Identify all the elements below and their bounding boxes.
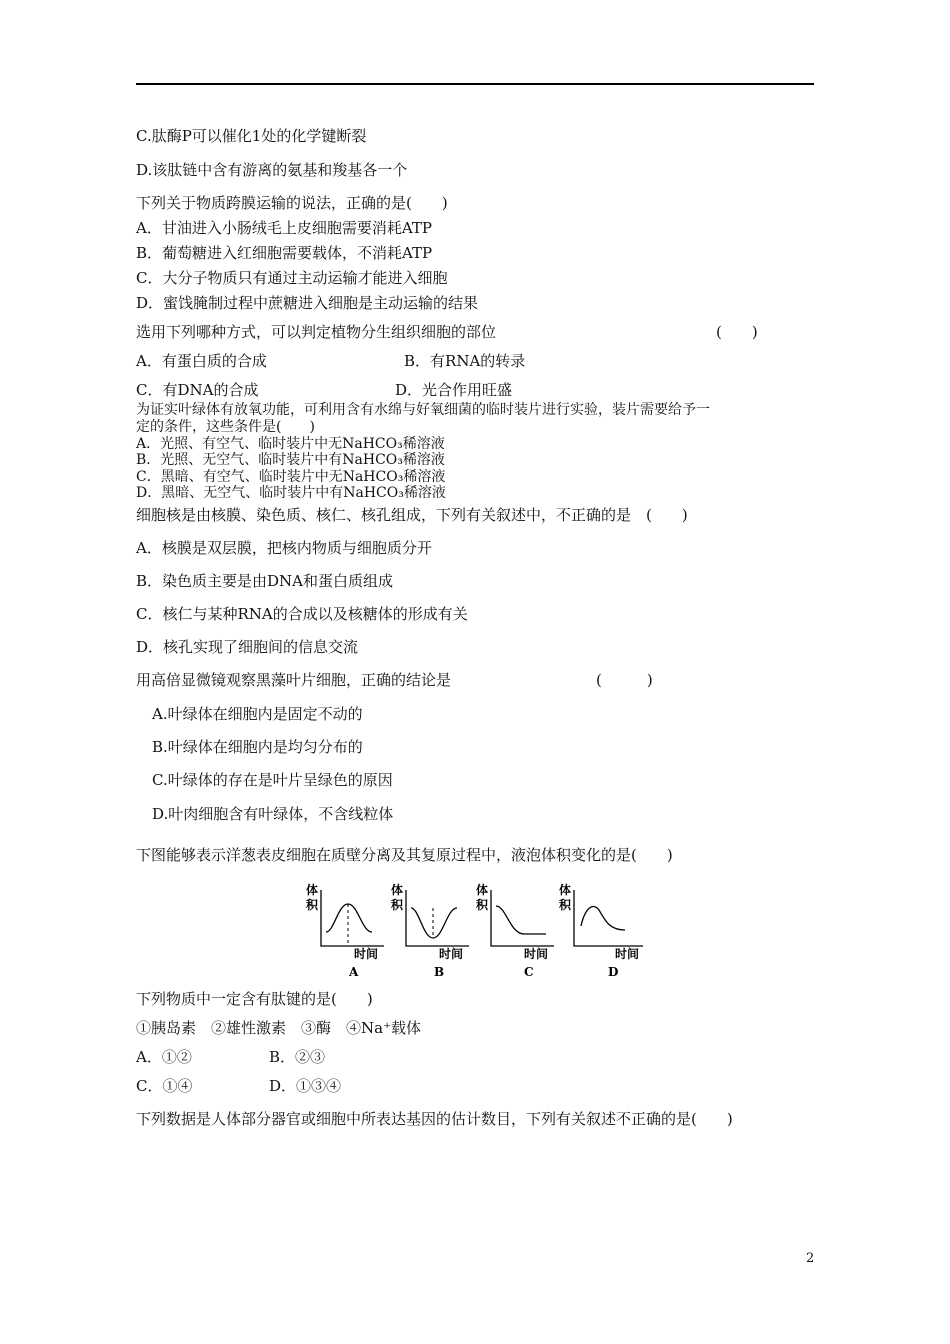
answer-parentheses: ( ) — [596, 671, 653, 689]
x-label: 时间 — [354, 947, 379, 961]
graph-c — [466, 880, 554, 980]
option-label-a: A — [349, 965, 359, 979]
option-a: A．甘油进入小肠绒毛上皮细胞需要消耗ATP — [136, 219, 432, 237]
option-c: C．①④ — [136, 1077, 193, 1095]
x-label: 时间 — [439, 947, 464, 961]
graph-a — [296, 880, 384, 980]
y-label-bottom: 积 — [476, 898, 489, 912]
y-label-top: 体 — [391, 883, 404, 897]
option-c: C．大分子物质只有通过主动运输才能进入细胞 — [136, 269, 448, 287]
option-label-d: D — [608, 965, 619, 979]
question-nucleus: 细胞核是由核膜、染色质、核仁、核孔组成，下列有关叙述中，不正确的是 ( ) — [136, 506, 688, 524]
header-rule — [136, 83, 814, 85]
y-label-bottom: 积 — [559, 898, 572, 912]
y-label-bottom: 积 — [306, 898, 319, 912]
option-a: A．核膜是双层膜，把核内物质与细胞质分开 — [136, 539, 432, 557]
y-label-top: 体 — [306, 883, 319, 897]
option-b: B．染色质主要是由DNA和蛋白质组成 — [136, 572, 394, 590]
option-c: C．黑暗、有空气、临时装片中无NaHCO₃稀溶液 — [136, 469, 446, 485]
option-d: D．①③④ — [269, 1077, 342, 1095]
question-peptide-bond: 下列物质中一定含有肽键的是( ) — [136, 990, 373, 1008]
page-number: 2 — [806, 1251, 815, 1266]
x-label: 时间 — [615, 947, 640, 961]
option-d: D.叶肉细胞含有叶绿体，不含线粒体 — [152, 805, 394, 823]
option-d-prev: D.该肽链中含有游离的氨基和羧基各一个 — [136, 161, 408, 179]
axes — [574, 890, 643, 946]
question-chloroplast-oxygen-cont: 定的条件，这些条件是( ) — [136, 419, 315, 435]
axes — [491, 890, 554, 946]
question-meristem: 选用下列哪种方式，可以判定植物分生组织细胞的部位 — [136, 323, 497, 341]
question-chloroplast-oxygen: 为证实叶绿体有放氧功能，可利用含有水绵与好氧细菌的临时装片进行实验，装片需要给予一 — [136, 402, 710, 418]
option-b: B．葡萄糖进入红细胞需要载体，不消耗ATP — [136, 244, 433, 262]
option-d: D．光合作用旺盛 — [395, 381, 513, 399]
option-a: A．有蛋白质的合成 — [136, 352, 267, 370]
x-label: 时间 — [524, 947, 549, 961]
option-c: C．核仁与某种RNA的合成以及核糖体的形成有关 — [136, 605, 468, 623]
option-label-c: C — [524, 965, 534, 979]
option-a: A．①② — [136, 1048, 192, 1066]
curve-rise-fall — [581, 907, 625, 930]
axes — [321, 890, 384, 946]
substance-list: ①胰岛素 ②雄性激素 ③酶 ④Na⁺载体 — [136, 1019, 421, 1037]
question-membrane-transport: 下列关于物质跨膜运输的说法，正确的是( ) — [136, 194, 448, 212]
question-vacuole-volume: 下图能够表示洋葱表皮细胞在质壁分离及其复原过程中，液泡体积变化的是( ) — [136, 846, 673, 864]
y-label-bottom: 积 — [391, 898, 404, 912]
y-label-top: 体 — [559, 883, 572, 897]
question-gene-expression: 下列数据是人体部分器官或细胞中所表达基因的估计数目，下列有关叙述不正确的是( ) — [136, 1110, 733, 1128]
curve-trough — [411, 908, 457, 938]
option-c: C.叶绿体的存在是叶片呈绿色的原因 — [152, 771, 393, 789]
answer-parentheses: ( ) — [716, 323, 758, 341]
option-a: A.叶绿体在细胞内是固定不动的 — [152, 705, 363, 723]
option-b: B.叶绿体在细胞内是均匀分布的 — [152, 738, 363, 756]
curve-peak — [326, 904, 372, 932]
option-c-prev: C.肽酶P可以催化1处的化学键断裂 — [136, 127, 367, 145]
option-c: C．有DNA的合成 — [136, 381, 259, 399]
option-d: D．黑暗、无空气、临时装片中有NaHCO₃稀溶液 — [136, 485, 446, 501]
option-b: B．光照、无空气、临时装片中有NaHCO₃稀溶液 — [136, 452, 445, 468]
option-b: B．有RNA的转录 — [404, 352, 526, 370]
question-microscope: 用高倍显微镜观察黑藻叶片细胞，正确的结论是 — [136, 671, 452, 689]
option-a: A．光照、有空气、临时装片中无NaHCO₃稀溶液 — [136, 436, 445, 452]
curve-decline — [496, 906, 546, 934]
graph-b — [381, 880, 469, 980]
option-d: D．核孔实现了细胞间的信息交流 — [136, 638, 359, 656]
option-label-b: B — [434, 965, 445, 979]
graph-d — [553, 880, 643, 980]
option-b: B．②③ — [269, 1048, 326, 1066]
y-label-top: 体 — [476, 883, 489, 897]
axes — [406, 890, 469, 946]
option-d: D．蜜饯腌制过程中蔗糖进入细胞是主动运输的结果 — [136, 294, 479, 312]
